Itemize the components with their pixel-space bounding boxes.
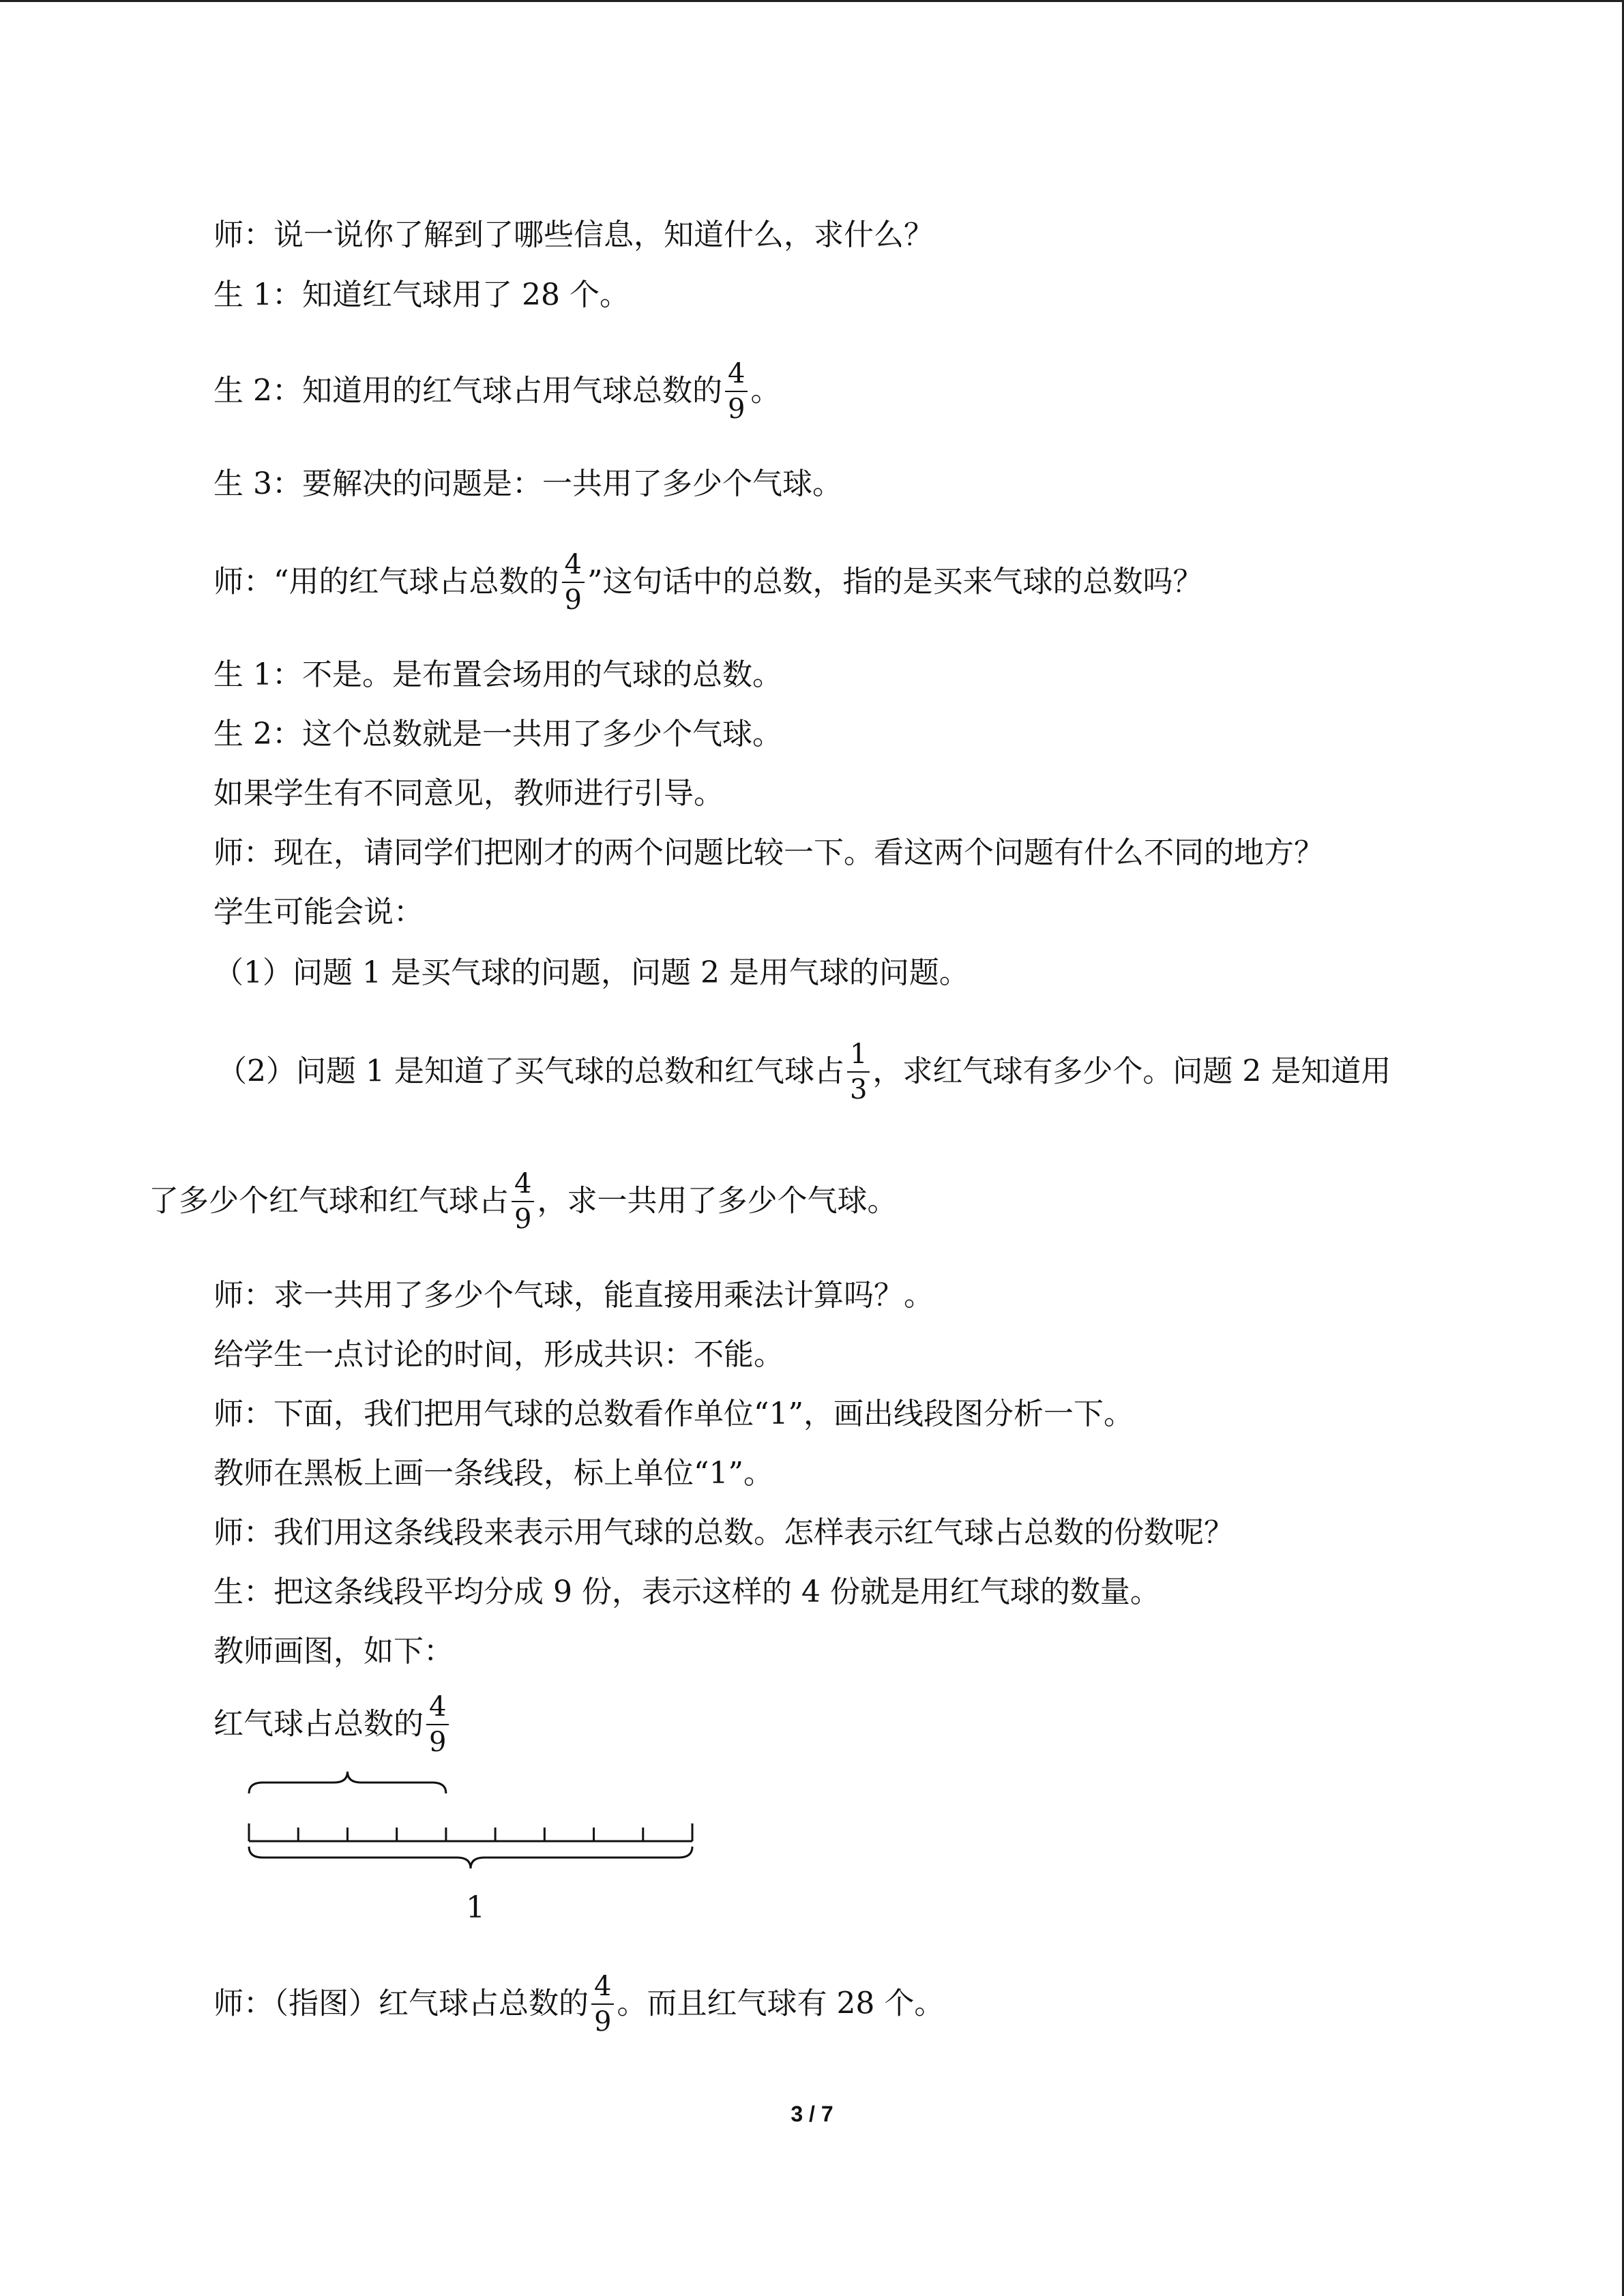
line-text: （1）问题 1 是买气球的问题，问题 2 是用气球的问题。: [213, 955, 969, 990]
line-text: 学生可能会说：: [213, 895, 424, 929]
line-text: 教师在黑板上画一条线段，标上单位“1”。: [213, 1456, 773, 1491]
line-text-before: 师：“用的红气球占总数的: [213, 564, 559, 599]
dialogue-line: [149, 1168, 897, 1238]
fraction-denominator: 9: [429, 1727, 447, 1758]
line-text: 生 1：不是。是布置会场用的气球的总数。: [213, 657, 782, 692]
fraction-denominator: 3: [849, 1074, 868, 1105]
bottom-brace: [249, 1847, 692, 1868]
page-number: 3 / 7: [791, 2102, 833, 2126]
fraction-denominator: 9: [514, 1204, 532, 1235]
fraction: [426, 1690, 449, 1759]
fraction-denominator: 9: [727, 393, 745, 425]
dialogue-line: [213, 714, 782, 755]
dialogue-line: [213, 464, 842, 505]
fraction-denominator: 9: [594, 2006, 612, 2038]
dialogue-line: [213, 1335, 784, 1375]
line-text: 生 1：知道红气球用了 28 个。: [213, 278, 630, 312]
fraction-numerator: 4: [591, 1969, 614, 2005]
dialogue-line: [213, 1394, 1134, 1435]
fraction: [562, 548, 585, 617]
dialogue-line: [213, 1631, 454, 1672]
line-text-before: 生 2：知道用的红气球占用气球总数的: [213, 373, 722, 408]
line-text: 给学生一点讨论的时间，形成共识：不能。: [213, 1337, 784, 1372]
dialogue-line: [213, 275, 630, 316]
dialogue-line: [213, 215, 934, 256]
fraction-numerator: 1: [847, 1037, 870, 1073]
dialogue-line: [213, 1572, 1160, 1613]
fraction-numerator: 4: [725, 357, 748, 392]
line-text-after: 。而且红气球有 28 个。: [617, 1986, 945, 2021]
dialogue-line: [213, 1971, 944, 2040]
line-text: 师：求一共用了多少个气球，能直接用乘法计算吗？。: [213, 1278, 934, 1313]
dialogue-line: [213, 833, 1324, 874]
top-brace: [249, 1772, 446, 1793]
line-text-after: ，求一共用了多少个气球。: [537, 1183, 898, 1219]
dialogue-line: [213, 953, 969, 994]
line-text: 师：我们用这条线段来表示用气球的总数。怎样表示红气球占总数的份数呢？: [213, 1515, 1234, 1550]
line-text-before: 了多少个红气球和红气球占: [149, 1183, 509, 1219]
diagram-title-text: 红气球占总数的: [213, 1706, 424, 1742]
line-text: 师：现在，请同学们把刚才的两个问题比较一下。看这两个问题有什么不同的地方？: [213, 835, 1324, 870]
line-text: 师：说一说你了解到了哪些信息，知道什么，求什么？: [213, 218, 934, 252]
fraction: [725, 357, 748, 426]
line-text: 生：把这条线段平均分成 9 份，表示这样的 4 份就是用红气球的数量。: [213, 1575, 1160, 1609]
dialogue-line: [213, 1275, 934, 1316]
dialogue-line: [213, 1453, 773, 1494]
line-text: 如果学生有不同意见，教师进行引导。: [213, 776, 724, 811]
line-text: 师：下面，我们把用气球的总数看作单位“1”，画出线段图分析一下。: [213, 1397, 1134, 1431]
fraction-numerator: 4: [512, 1167, 534, 1202]
dialogue-line: [217, 1039, 1391, 1108]
dialogue-line: [213, 773, 724, 814]
line-text-before: （2）问题 1 是知道了买气球的总数和红气球占: [217, 1054, 844, 1089]
dialogue-line: [213, 549, 1202, 618]
line-text: 生 3：要解决的问题是：一共用了多少个气球。: [213, 466, 842, 501]
dialogue-line: [213, 892, 424, 933]
dialogue-line: [213, 1512, 1234, 1553]
fraction: [512, 1167, 534, 1236]
fraction-numerator: 4: [426, 1690, 449, 1725]
diagram-title: [213, 1691, 452, 1761]
fraction-numerator: 4: [562, 548, 585, 583]
line-text-after: ，求红气球有多少个。问题 2 是知道用: [872, 1054, 1391, 1089]
dialogue-line: [213, 358, 780, 428]
unit-label: 1: [466, 1890, 485, 1925]
dialogue-line: [213, 655, 782, 696]
line-text-before: 师：（指图）红气球占总数的: [213, 1986, 589, 2021]
fraction-denominator: 9: [564, 584, 582, 616]
line-text: 教师画图，如下：: [213, 1634, 454, 1669]
line-text-after: ”这句话中的总数，指的是买来气球的总数吗？: [587, 564, 1203, 599]
fraction: [847, 1037, 870, 1107]
line-text: 生 2：这个总数就是一共用了多少个气球。: [213, 717, 782, 751]
line-text-after: 。: [750, 373, 781, 408]
segment-diagram: [232, 1759, 709, 1882]
fraction: [591, 1969, 614, 2039]
